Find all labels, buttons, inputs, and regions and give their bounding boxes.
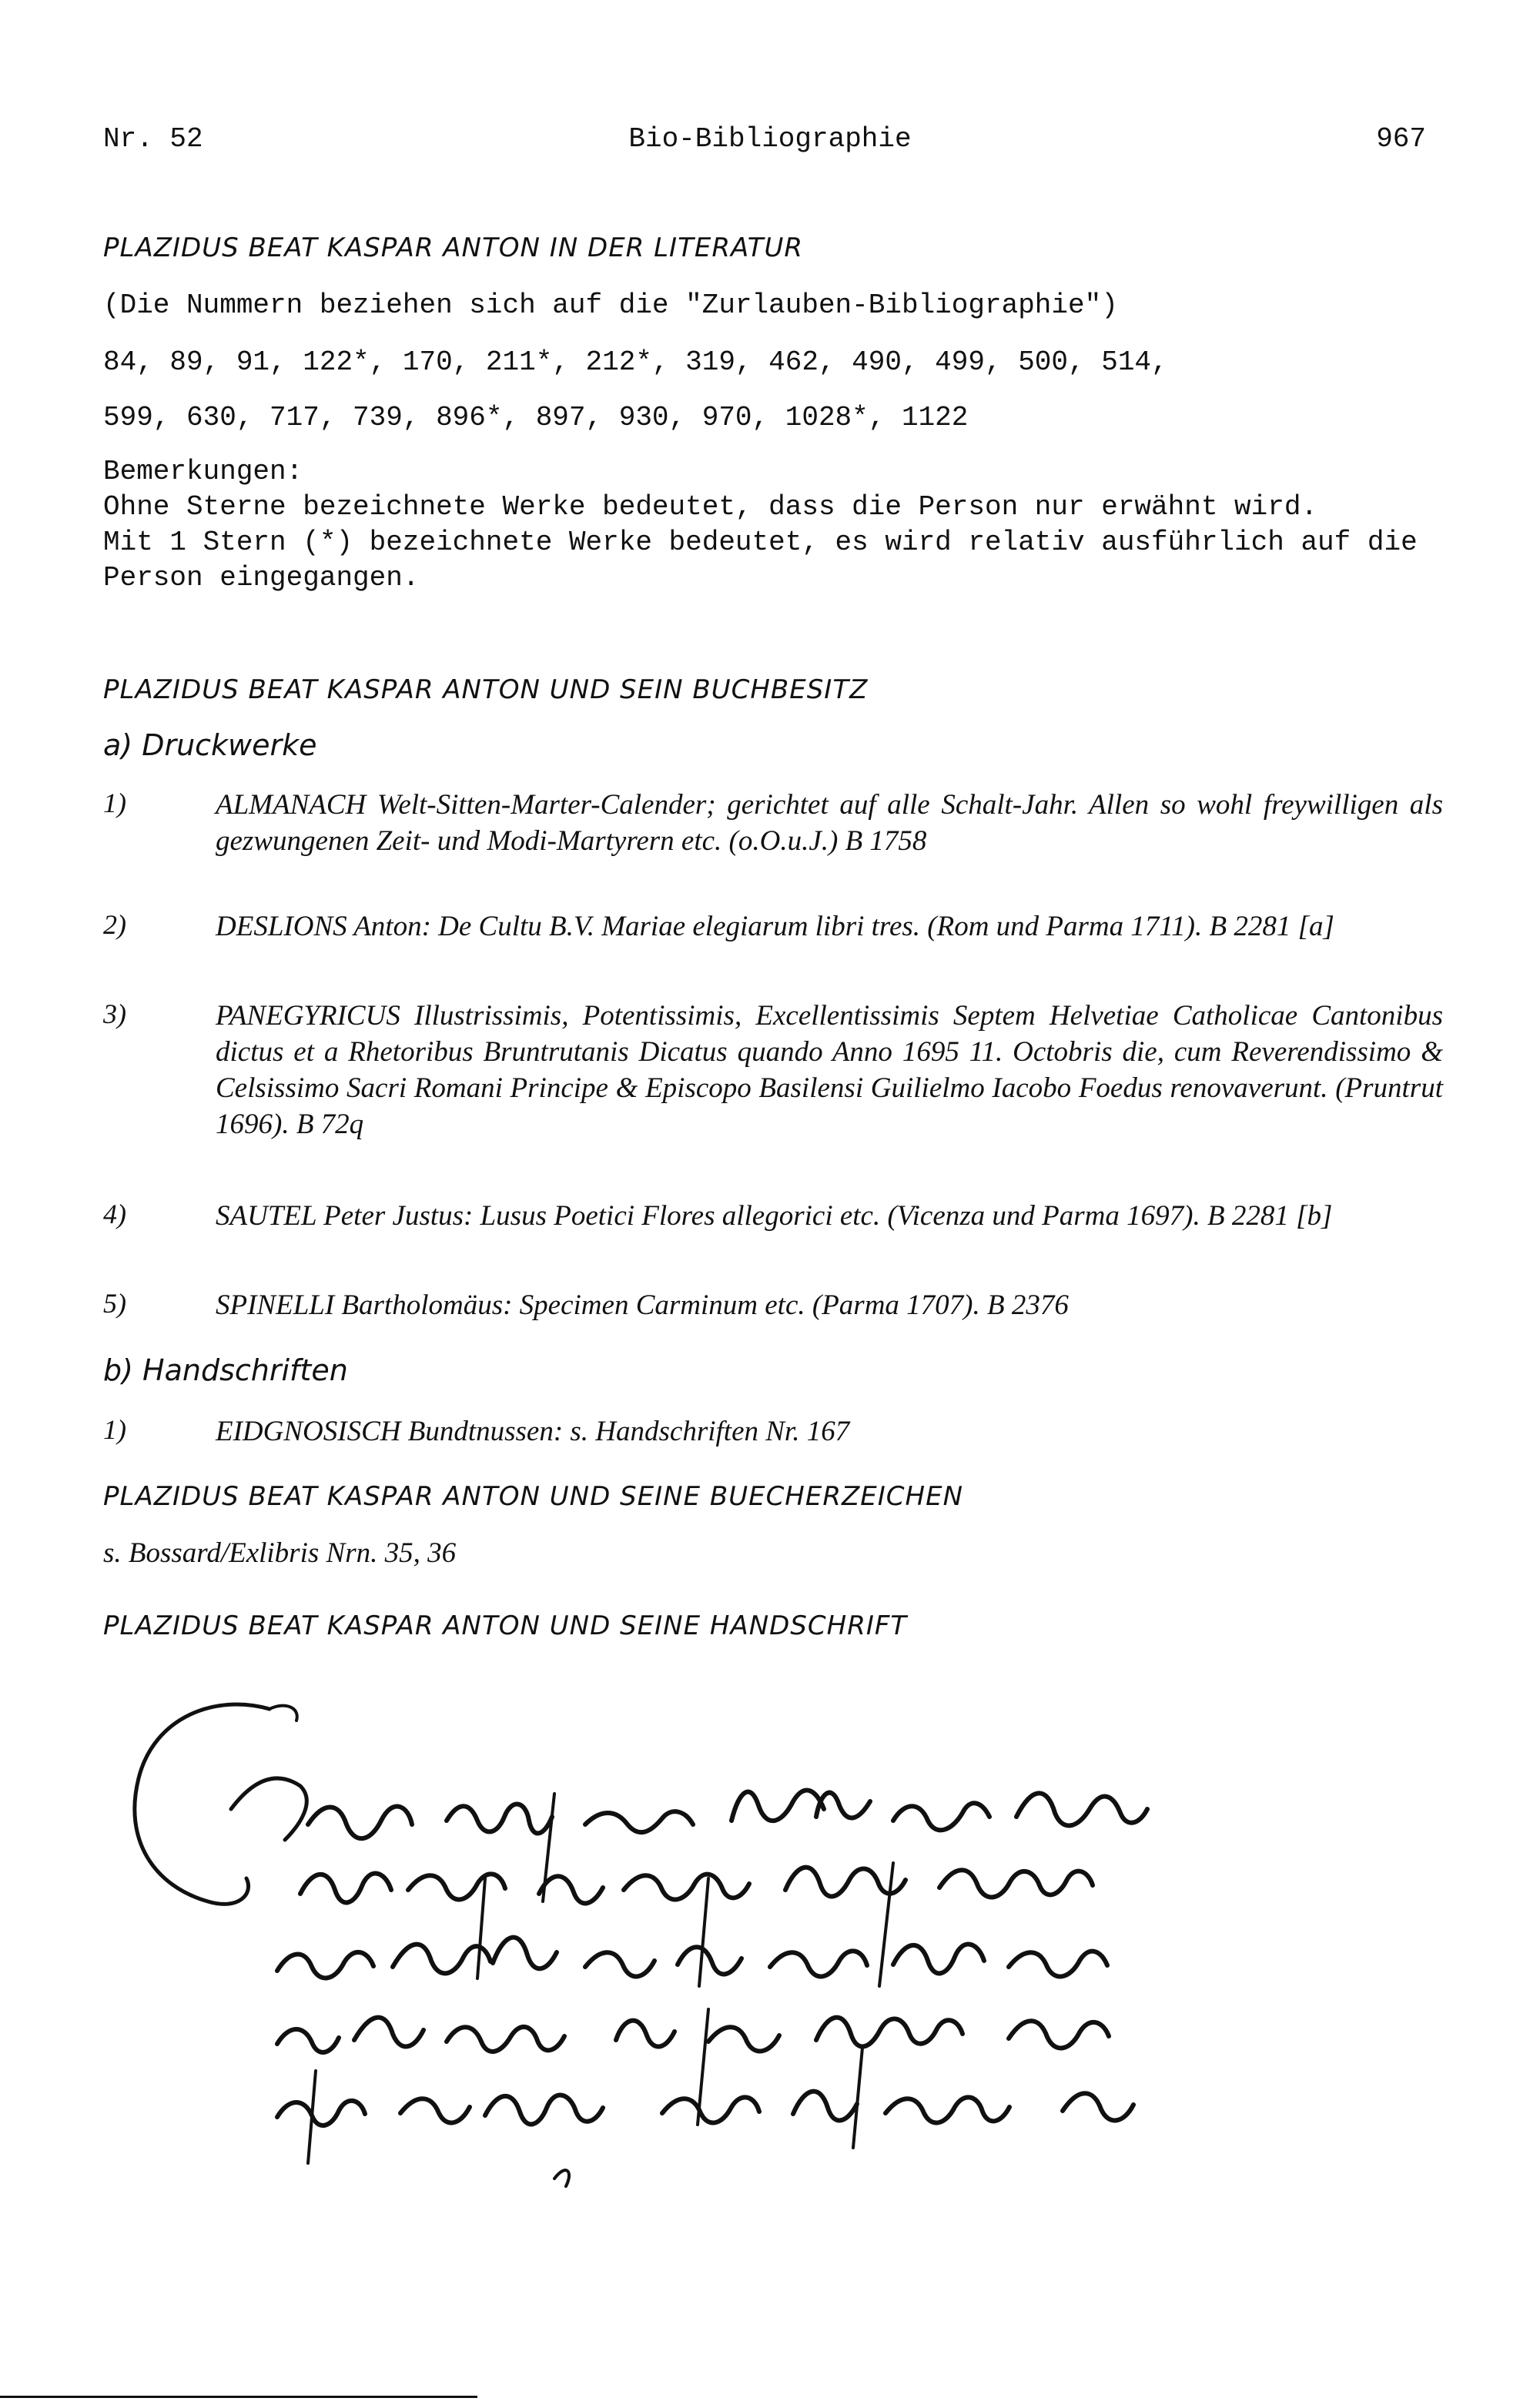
literature-note: (Die Nummern beziehen sich auf die "Zurlauben-Bibliographie") — [103, 289, 1118, 321]
page-number: 967 — [1376, 123, 1426, 155]
bookplates-reference: s. Bossard/Exlibris Nrn. 35, 36 — [103, 1537, 457, 1569]
literature-numbers-line-2: 599, 630, 717, 739, 896*, 897, 930, 970, 1028*, 1122 — [103, 402, 969, 433]
entry-number: 1) — [103, 1414, 126, 1445]
running-header-left: Nr. 52 — [103, 123, 203, 155]
remark-no-star: Ohne Sterne bezeichnete Werke bedeutet, dass die Person nur erwähnt wird. — [103, 491, 1318, 523]
entry-text: SPINELLI Bartholomäus: Specimen Carminum etc. (Parma 1707). B 2376 — [216, 1289, 1069, 1321]
remarks-label: Bemerkungen: — [103, 456, 303, 487]
entry-number: 4) — [103, 1199, 126, 1229]
entry-text: EIDGNOSISCH Bundtnussen: s. Handschriften Nr. 167 — [216, 1416, 850, 1447]
running-header-title: Bio-Bibliographie — [628, 123, 912, 155]
books-heading: PLAZIDUS BEAT KASPAR ANTON UND SEIN BUCHBESITZ — [103, 674, 869, 705]
handwriting-sample-image — [123, 1686, 1247, 2209]
manuscripts-label: b) Handschriften — [103, 1353, 348, 1387]
footnote-rule — [0, 2396, 477, 2398]
entry-number: 1) — [103, 788, 126, 818]
remarks-block — [103, 454, 1443, 596]
handwriting-heading: PLAZIDUS BEAT KASPAR ANTON UND SEINE HANDSCHRIFT — [103, 1610, 908, 1641]
literature-numbers-line-1: 84, 89, 91, 122*, 170, 211*, 212*, 319, 462, 490, 499, 500, 514, — [103, 346, 1168, 378]
entry-text: DESLIONS Anton: De Cultu B.V. Mariae elegiarum libri tres. (Rom und Parma 1711). B 2281 [a] — [216, 911, 1334, 942]
entry-number: 3) — [103, 998, 126, 1029]
literature-heading: PLAZIDUS BEAT KASPAR ANTON IN DER LITERATUR — [103, 232, 804, 263]
entry-number: 5) — [103, 1288, 126, 1319]
entry-text: PANEGYRICUS Illustrissimis, Potentissimis, Excellentissimis Septem Helvetiae Catholicae Cantonibus dictus et a Rhetoribus Bruntrutanis Dicatus quando Anno 1695 11. Octobris die, cum Reverendissimo & Celsissimo Sacri Romani Principe & Episcopo Basilensi Guilielmo Iacobo Foedus renovaverunt. (Pruntrut 1696). B 72q — [216, 1000, 1443, 1140]
entry-number: 2) — [103, 909, 126, 940]
bookplates-heading: PLAZIDUS BEAT KASPAR ANTON UND SEINE BUECHERZEICHEN — [103, 1481, 964, 1512]
printed-works-label: a) Druckwerke — [103, 728, 317, 762]
remark-one-star: Mit 1 Stern (*) bezeichnete Werke bedeutet, es wird relativ ausführlich auf die Person eingegangen. — [103, 527, 1418, 594]
entry-text: SAUTEL Peter Justus: Lusus Poetici Flores allegorici etc. (Vicenza und Parma 1697). B 2281 [b] — [216, 1200, 1333, 1232]
entry-text: ALMANACH Welt-Sitten-Marter-Calender; gerichtet auf alle Schalt-Jahr. Allen so wohl freywilligen als gezwungenen Zeit- und Modi-Martyrern etc. (o.O.u.J.) B 1758 — [216, 789, 1443, 857]
